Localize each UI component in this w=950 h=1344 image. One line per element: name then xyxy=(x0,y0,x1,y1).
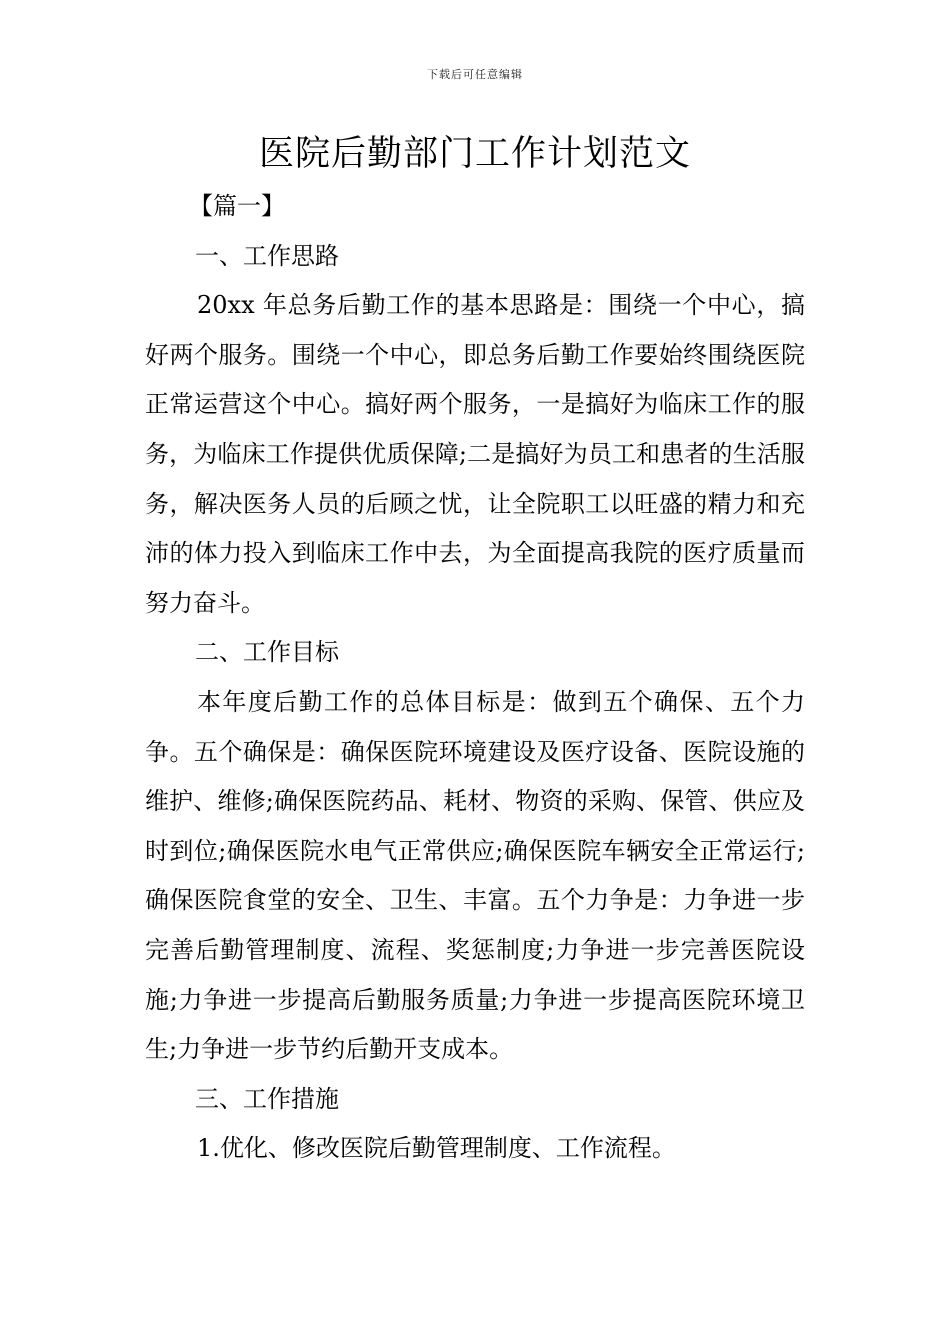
document-title: 医院后勤部门工作计划范文 xyxy=(258,134,691,174)
heading-work-ideas: 一、工作思路 xyxy=(195,241,339,270)
download-note: 下载后可任意编辑 xyxy=(427,68,523,81)
document-body xyxy=(145,182,805,1174)
paragraph-work-goals: 本年度后勤工作的总体目标是：做到五个确保、五个力争。五个确保是：确保医院环境建设及医疗设备、医院设施的维护、维修;确保医院药品、耗材、物资的采购、保管、供应及时到位;确保医院水电气正常供应;确保医院车辆安全正常运行;确保医院食堂的安全、卫生、丰富。五个力争是：力争进一步完善后勤管理制度、流程、奖惩制度;力争进一步完善医院设施;力争进一步提高后勤服务质量;力争进一步提高医院环境卫生;力争进一步节约后勤开支成本。 xyxy=(145,687,805,1064)
heading-work-measures: 三、工作措施 xyxy=(195,1084,339,1113)
heading-work-goals: 二、工作目标 xyxy=(195,638,339,667)
section-tag: 【篇一】 xyxy=(189,192,285,220)
list-item-measure-1: 1.优化、修改医院后勤管理制度、工作流程。 xyxy=(197,1134,676,1163)
paragraph-work-ideas: 20xx 年总务后勤工作的基本思路是：围绕一个中心，搞好两个服务。围绕一个中心，即总务后勤工作要始终围绕医院正常运营这个中心。搞好两个服务，一是搞好为临床工作的服务，为临床工作提供优质保障;二是搞好为员工和患者的生活服务，解决医务人员的后顾之忧，让全院职工以旺盛的精力和充沛的体力投入到临床工作中去，为全面提高我院的医疗质量而努力奋斗。 xyxy=(145,291,805,617)
